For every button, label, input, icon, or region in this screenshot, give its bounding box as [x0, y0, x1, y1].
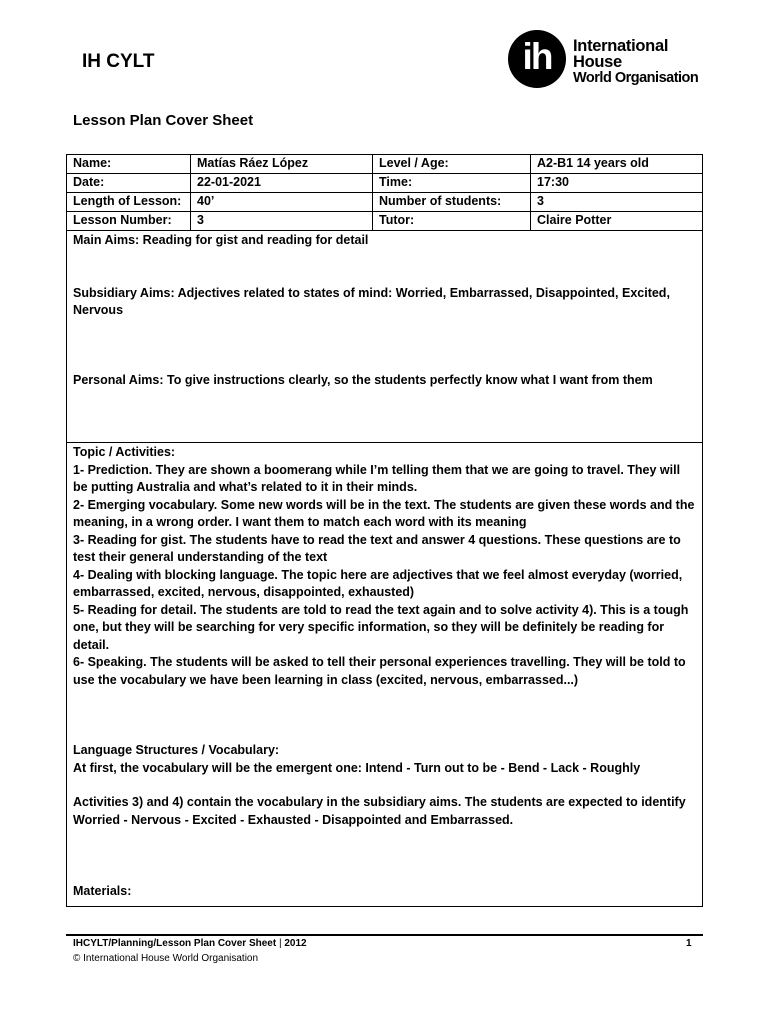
level-value: A2-B1 14 years old	[531, 155, 702, 174]
activities-section	[67, 443, 702, 901]
ih-logo-monogram: ih	[522, 36, 552, 77]
logo-line-3: World Organisation	[573, 70, 699, 86]
aims-section	[67, 231, 702, 443]
personal-aims: Personal Aims: To give instructions clearly, so the students perfectly know what I want from them	[73, 372, 653, 387]
sheet-title: Lesson Plan Cover Sheet	[73, 112, 254, 129]
level-label: Level / Age:	[373, 155, 531, 174]
logo-line-2: House	[573, 53, 622, 71]
footer-copyright: © International House World Organisation	[73, 953, 259, 964]
subsidiary-aims: Subsidiary Aims: Adjectives related to states of mind: Worried, Embarrassed, Disappointed, Excited, Nervous	[73, 285, 670, 317]
students-label: Number of students:	[373, 193, 531, 212]
date-label: Date:	[67, 174, 191, 193]
footer-document-path	[73, 938, 307, 949]
lesson-plan-table	[66, 154, 703, 907]
ih-logo	[508, 30, 708, 90]
logo-line-1: International	[573, 37, 669, 55]
footer-rule	[66, 934, 703, 936]
tutor-value: Claire Potter	[531, 212, 702, 231]
footer-year: 2012	[284, 938, 307, 949]
language-heading: Language Structures / Vocabulary:	[73, 743, 280, 757]
lesson-info-grid	[67, 155, 702, 231]
time-label: Time:	[373, 174, 531, 193]
footer-page-number: 1	[686, 938, 692, 949]
name-value: Matías Ráez López	[191, 155, 373, 174]
language-line: Activities 3) and 4) contain the vocabulary in the subsidiary aims. The students are expected to identify Worried - Nervous - Excited - Exhausted - Disappointed and Embarrassed.	[73, 795, 686, 827]
length-label: Length of Lesson:	[67, 193, 191, 212]
tutor-label: Tutor:	[373, 212, 531, 231]
activity-item: 6- Speaking. The students will be asked to tell their personal experiences travelling. They will be told to use the vocabulary we have been learning in class (excited, nervous, embarrassed...)	[73, 655, 686, 687]
lesson-number-label: Lesson Number:	[67, 212, 191, 231]
language-line: At first, the vocabulary will be the emergent one: Intend - Turn out to be - Bend - Lack - Roughly	[73, 760, 641, 775]
time-value: 17:30	[531, 174, 702, 193]
ih-logo-wordmark	[573, 38, 698, 86]
ih-logo-mark	[508, 30, 566, 88]
length-value: 40’	[191, 193, 373, 212]
activity-item: 4- Dealing with blocking language. The topic here are adjectives that we feel almost everyday (worried, embarrassed, excited, nervous, disappointed, exhausted)	[73, 567, 683, 599]
date-value: 22-01-2021	[191, 174, 373, 193]
name-label: Name:	[67, 155, 191, 174]
students-value: 3	[531, 193, 702, 212]
doc-title: IH CYLT	[82, 51, 155, 72]
activities-heading: Topic / Activities:	[73, 445, 176, 459]
activity-item: 1- Prediction. They are shown a boomerang while I’m telling them that we are going to travel. They will be putting Australia and what’s related to it in their minds.	[73, 462, 681, 494]
activity-item: 5- Reading for detail. The students are told to read the text again and to solve activity 4). This is a tough one, but they will be searching for very specific information, so they will be definitely be reading for detail.	[73, 602, 689, 652]
footer-separator: |	[278, 938, 282, 949]
activity-item: 3- Reading for gist. The students have to read the text and answer 4 questions. These questions are to test their general understanding of the text	[73, 532, 681, 564]
lesson-number-value: 3	[191, 212, 373, 231]
activity-item: 2- Emerging vocabulary. Some new words will be in the text. The students are given these words and the meaning, in a wrong order. I want them to match each word with its meaning	[73, 497, 695, 529]
materials-label: Materials:	[73, 884, 132, 898]
footer-path: IHCYLT/Planning/Lesson Plan Cover Sheet	[73, 938, 277, 949]
main-aims: Main Aims: Reading for gist and reading for detail	[73, 233, 369, 247]
